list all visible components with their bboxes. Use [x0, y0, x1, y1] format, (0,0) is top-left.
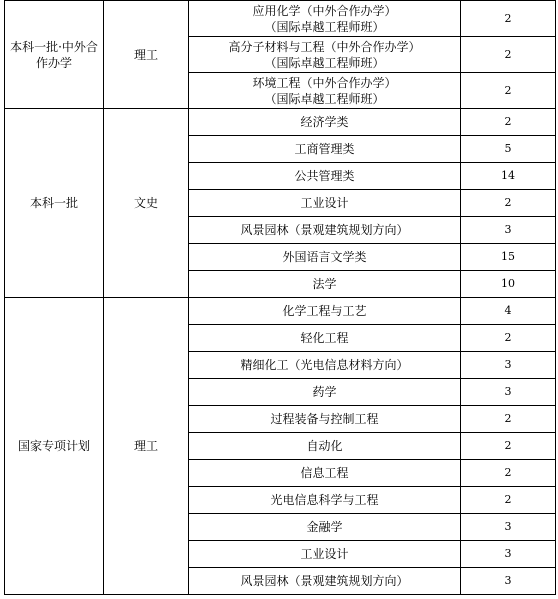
major-cell: [189, 190, 461, 217]
table-row: [5, 1, 556, 37]
plan-count-cell: 3: [461, 568, 556, 595]
major-name-line: 环境工程（中外合作办学）: [252, 75, 397, 90]
major-cell: [189, 541, 461, 568]
plan-count-cell: 3: [461, 541, 556, 568]
major-cell: [189, 73, 461, 109]
major-cell: [189, 379, 461, 406]
plan-count-cell: 2: [461, 37, 556, 73]
major-name-line: 药学: [312, 385, 337, 399]
major-name-line: 化学工程与工艺: [282, 304, 367, 318]
major-cell: [189, 163, 461, 190]
plan-count-cell: 15: [461, 244, 556, 271]
major-cell: [189, 1, 461, 37]
table-body: [5, 1, 556, 595]
major-name-line: 金融学: [306, 520, 343, 534]
category-cell: 理工: [104, 298, 189, 595]
major-name-line: 法学: [312, 277, 337, 291]
plan-count-cell: 2: [461, 325, 556, 352]
plan-count-cell: 2: [461, 73, 556, 109]
major-cell: [189, 325, 461, 352]
major-cell: [189, 298, 461, 325]
plan-count-cell: 2: [461, 460, 556, 487]
major-name-line: 工业设计: [300, 547, 349, 561]
plan-count-cell: 3: [461, 379, 556, 406]
major-name-line: 经济学类: [300, 115, 349, 129]
major-cell: [189, 568, 461, 595]
major-name-line: 风景园林（景观建筑规划方向）: [240, 223, 409, 237]
major-name-line: （国际卓越工程师班）: [264, 91, 385, 106]
major-name-line: 外国语言文学类: [282, 250, 367, 264]
major-name-line: （国际卓越工程师班）: [264, 55, 385, 70]
batch-cell: 国家专项计划: [5, 298, 104, 595]
major-cell: [189, 271, 461, 298]
major-cell: [189, 460, 461, 487]
plan-count-cell: 2: [461, 190, 556, 217]
major-name-line: 公共管理类: [294, 169, 355, 183]
category-cell: 文史: [104, 109, 189, 298]
major-cell: [189, 109, 461, 136]
category-cell: 理工: [104, 1, 189, 109]
table-row: [5, 298, 556, 325]
major-cell: [189, 433, 461, 460]
major-cell: [189, 136, 461, 163]
major-cell: [189, 217, 461, 244]
major-name-line: 高分子材料与工程（中外合作办学）: [228, 39, 421, 54]
major-cell: [189, 244, 461, 271]
plan-count-cell: 4: [461, 298, 556, 325]
plan-count-cell: 2: [461, 406, 556, 433]
plan-count-cell: 3: [461, 514, 556, 541]
plan-count-cell: 14: [461, 163, 556, 190]
major-cell: [189, 37, 461, 73]
major-name-line: 工业设计: [300, 196, 349, 210]
major-cell: [189, 487, 461, 514]
plan-count-cell: 2: [461, 433, 556, 460]
major-name-line: 精细化工（光电信息材料方向）: [240, 358, 409, 372]
plan-count-cell: 10: [461, 271, 556, 298]
major-name-line: 轻化工程: [300, 331, 349, 345]
table-row: [5, 109, 556, 136]
major-name-line: 应用化学（中外合作办学）: [252, 3, 397, 18]
major-name-line: 工商管理类: [294, 142, 355, 156]
plan-count-cell: 2: [461, 1, 556, 37]
plan-count-cell: 3: [461, 217, 556, 244]
major-cell: [189, 352, 461, 379]
major-cell: [189, 406, 461, 433]
major-name-line: 风景园林（景观建筑规划方向）: [240, 574, 409, 588]
major-cell: [189, 514, 461, 541]
major-name-line: 光电信息科学与工程: [270, 493, 379, 507]
batch-cell: 本科一批: [5, 109, 104, 298]
major-name-line: （国际卓越工程师班）: [264, 19, 385, 34]
plan-count-cell: 2: [461, 109, 556, 136]
batch-cell: 本科一批·中外合作办学: [5, 1, 104, 109]
plan-count-cell: 3: [461, 352, 556, 379]
major-name-line: 自动化: [306, 439, 343, 453]
plan-count-cell: 5: [461, 136, 556, 163]
major-name-line: 信息工程: [300, 466, 349, 480]
plan-count-cell: 2: [461, 487, 556, 514]
major-name-line: 过程装备与控制工程: [270, 412, 379, 426]
enrollment-plan-table: [4, 0, 556, 595]
